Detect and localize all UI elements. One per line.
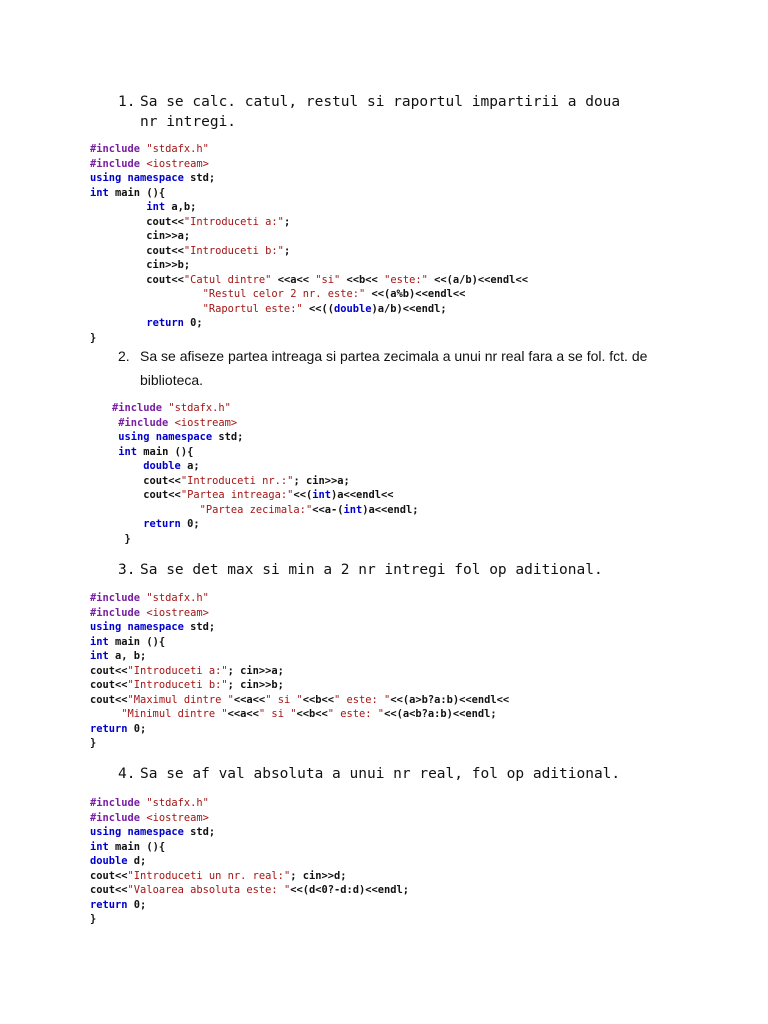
- code-line: "Partea zecimala:"<<a-(int)a<<endl;: [199, 503, 419, 516]
- problem-3-code: [90, 591, 509, 751]
- code-line: int main (){: [118, 445, 194, 458]
- problem-2-heading: [118, 344, 658, 392]
- code-line: cout<<"Maximul dintre "<<a<<" si "<<b<<" este: "<<(a>b?a:b)<<endl<<: [90, 693, 510, 706]
- code-line: }: [90, 737, 97, 749]
- code-line: #include "stdafx.h": [90, 143, 209, 155]
- problem-1-number: 1.: [118, 94, 136, 110]
- code-line: cout<<"Catul dintre" <<a<< "si" <<b<< "este:" <<(a/b)<<endl<<: [90, 273, 528, 286]
- problem-2-code: [112, 401, 419, 546]
- problem-1-heading: [118, 92, 638, 132]
- code-line: #include "stdafx.h": [90, 797, 209, 809]
- code-line: "Restul celor 2 nr. este:" <<(a%b)<<endl<<: [202, 288, 466, 300]
- code-line: #include "stdafx.h": [112, 402, 231, 414]
- code-line: cout<<"Introduceti b:";: [90, 244, 291, 257]
- code-line: "Raportul este:" <<((double)a/b)<<endl;: [202, 302, 447, 315]
- problem-4-heading: [118, 764, 638, 784]
- code-line: int a, b;: [90, 650, 147, 662]
- code-line: #include <iostream>: [90, 811, 209, 824]
- code-line: }: [90, 331, 97, 344]
- code-line: using namespace std;: [118, 431, 244, 443]
- code-line: double d;: [90, 855, 147, 867]
- code-line: int main (){: [90, 635, 166, 648]
- code-line: using namespace std;: [90, 826, 216, 838]
- code-line: cin>>a;: [90, 230, 191, 242]
- code-line: using namespace std;: [90, 621, 216, 633]
- code-line: return 0;: [146, 317, 203, 329]
- code-line: #include "stdafx.h": [90, 592, 209, 604]
- code-line: #include <iostream>: [118, 416, 238, 429]
- code-line: using namespace std;: [90, 172, 216, 184]
- problem-3-number: 3.: [118, 562, 136, 578]
- problem-4-code: [90, 796, 409, 927]
- code-line: cout<<"Partea intreaga:"<<(int)a<<endl<<: [112, 489, 394, 501]
- code-line: double a;: [143, 460, 200, 472]
- code-line: "Minimul dintre "<<a<<" si "<<b<<" este: "<<(a<b?a:b)<<endl;: [121, 708, 497, 720]
- code-line: cout<<"Introduceti a:"; cin>>a;: [90, 664, 284, 677]
- problem-2-number: 2.: [118, 348, 130, 364]
- problem-4-title: Sa se af val absoluta a unui nr real, fol op aditional.: [140, 766, 621, 782]
- code-line: }: [112, 532, 131, 545]
- code-line: int main (){: [90, 186, 166, 199]
- code-line: return 0;: [90, 898, 147, 911]
- code-line: cout<<"Introduceti b:"; cin>>b;: [90, 679, 284, 691]
- problem-3-heading: [118, 560, 638, 580]
- code-line: return 0;: [90, 722, 147, 735]
- code-line: }: [90, 913, 97, 925]
- code-line: #include <iostream>: [90, 157, 209, 170]
- code-line: cout<<"Introduceti un nr. real:"; cin>>d;: [90, 869, 347, 882]
- problem-2-title: Sa se afiseze partea intreaga si partea zecimala a unui nr real fara a se fol. fct. de biblioteca.: [140, 348, 648, 388]
- problem-1-code: [90, 142, 528, 345]
- code-line: int a,b;: [146, 201, 197, 213]
- code-line: cout<<"Introduceti nr.:"; cin>>a;: [112, 474, 350, 487]
- code-line: cin>>b;: [90, 259, 191, 271]
- problem-3-title: Sa se det max si min a 2 nr intregi fol op aditional.: [140, 562, 603, 578]
- code-line: cout<<"Valoarea absoluta este: "<<(d<0?-d:d)<<endl;: [90, 884, 410, 896]
- problem-1-title: Sa se calc. catul, restul si raportul impartirii a doua nr intregi.: [140, 94, 621, 130]
- code-line: cout<<"Introduceti a:";: [90, 215, 291, 228]
- problem-4-number: 4.: [118, 766, 136, 782]
- code-line: int main (){: [90, 840, 166, 853]
- code-line: #include <iostream>: [90, 606, 209, 619]
- code-line: return 0;: [143, 518, 200, 530]
